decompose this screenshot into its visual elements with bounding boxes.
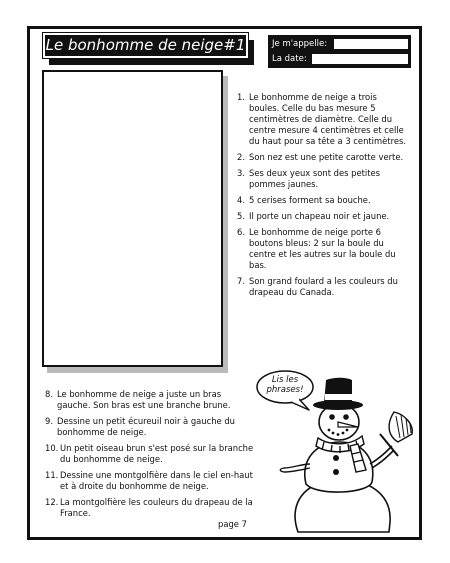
instruction-list-right xyxy=(237,92,407,303)
name-row xyxy=(271,37,408,51)
instruction-item xyxy=(45,416,255,438)
instruction-text: La montgolfière les couleurs du drapeau de la France. xyxy=(60,497,253,518)
instruction-number: 2. xyxy=(237,152,245,162)
instruction-text: Le bonhomme de neige porte 6 boutons bleus: 2 sur la boule du centre et les autres sur la boule du bas. xyxy=(249,227,396,270)
speech-bubble-text: Lis les phrases! xyxy=(266,375,304,395)
instruction-text: Ses deux yeux sont des petites pommes jaunes. xyxy=(249,168,381,189)
date-label: La date: xyxy=(272,54,307,64)
instruction-item xyxy=(237,276,407,298)
instruction-text: Le bonhomme de neige a juste un bras gauche. Son bras est une branche brune. xyxy=(57,389,231,410)
instruction-text: Dessine un petit écureuil noir à gauche du bonhomme de neige. xyxy=(57,416,235,437)
page-number: page 7 xyxy=(218,519,247,529)
instruction-text: Son nez est une petite carotte verte. xyxy=(249,152,404,162)
instruction-text: Il porte un chapeau noir et jaune. xyxy=(249,211,390,221)
date-field[interactable] xyxy=(312,54,408,64)
name-field[interactable] xyxy=(334,39,408,49)
instruction-item xyxy=(45,389,255,411)
worksheet-title: Le bonhomme de neige#1 xyxy=(43,33,248,58)
instruction-item xyxy=(237,227,407,271)
instruction-number: 10. xyxy=(45,443,59,453)
instruction-item xyxy=(237,168,407,190)
instruction-number: 9. xyxy=(45,416,53,426)
name-label: Je m'appelle: xyxy=(272,39,328,49)
instruction-item xyxy=(45,470,255,492)
instruction-number: 8. xyxy=(45,389,53,399)
instruction-text: 5 cerises forment sa bouche. xyxy=(249,195,371,205)
instruction-number: 3. xyxy=(237,168,245,178)
instruction-text: Un petit oiseau brun s'est posé sur la branche du bonhomme de neige. xyxy=(60,443,254,464)
instruction-list-bottom xyxy=(45,389,255,524)
instruction-number: 6. xyxy=(237,227,245,237)
instruction-item xyxy=(45,443,255,465)
instruction-item xyxy=(237,92,407,147)
instruction-text: Dessine une montgolfière dans le ciel en-haut et à droite du bonhomme de neige. xyxy=(60,470,253,491)
instruction-item xyxy=(45,497,255,519)
drawing-area[interactable] xyxy=(42,70,223,367)
instruction-number: 1. xyxy=(237,92,245,102)
instruction-text: Son grand foulard a les couleurs du drapeau du Canada. xyxy=(249,276,398,297)
instruction-text: Le bonhomme de neige a trois boules. Celle du bas mesure 5 centimètres de diamètre. Celle du centre mesure 4 centimètres et celle du haut pour sa tête a 3 centimètres. xyxy=(249,92,407,146)
instruction-item xyxy=(237,152,407,163)
name-date-box xyxy=(268,35,411,68)
instruction-number: 11. xyxy=(45,470,59,480)
instruction-item xyxy=(237,195,407,206)
instruction-number: 5. xyxy=(237,211,245,221)
snowman-illustration xyxy=(276,372,416,534)
instruction-number: 4. xyxy=(237,195,245,205)
instruction-number: 7. xyxy=(237,276,245,286)
instruction-number: 12. xyxy=(45,497,59,507)
date-row xyxy=(271,52,408,66)
instruction-item xyxy=(237,211,407,222)
